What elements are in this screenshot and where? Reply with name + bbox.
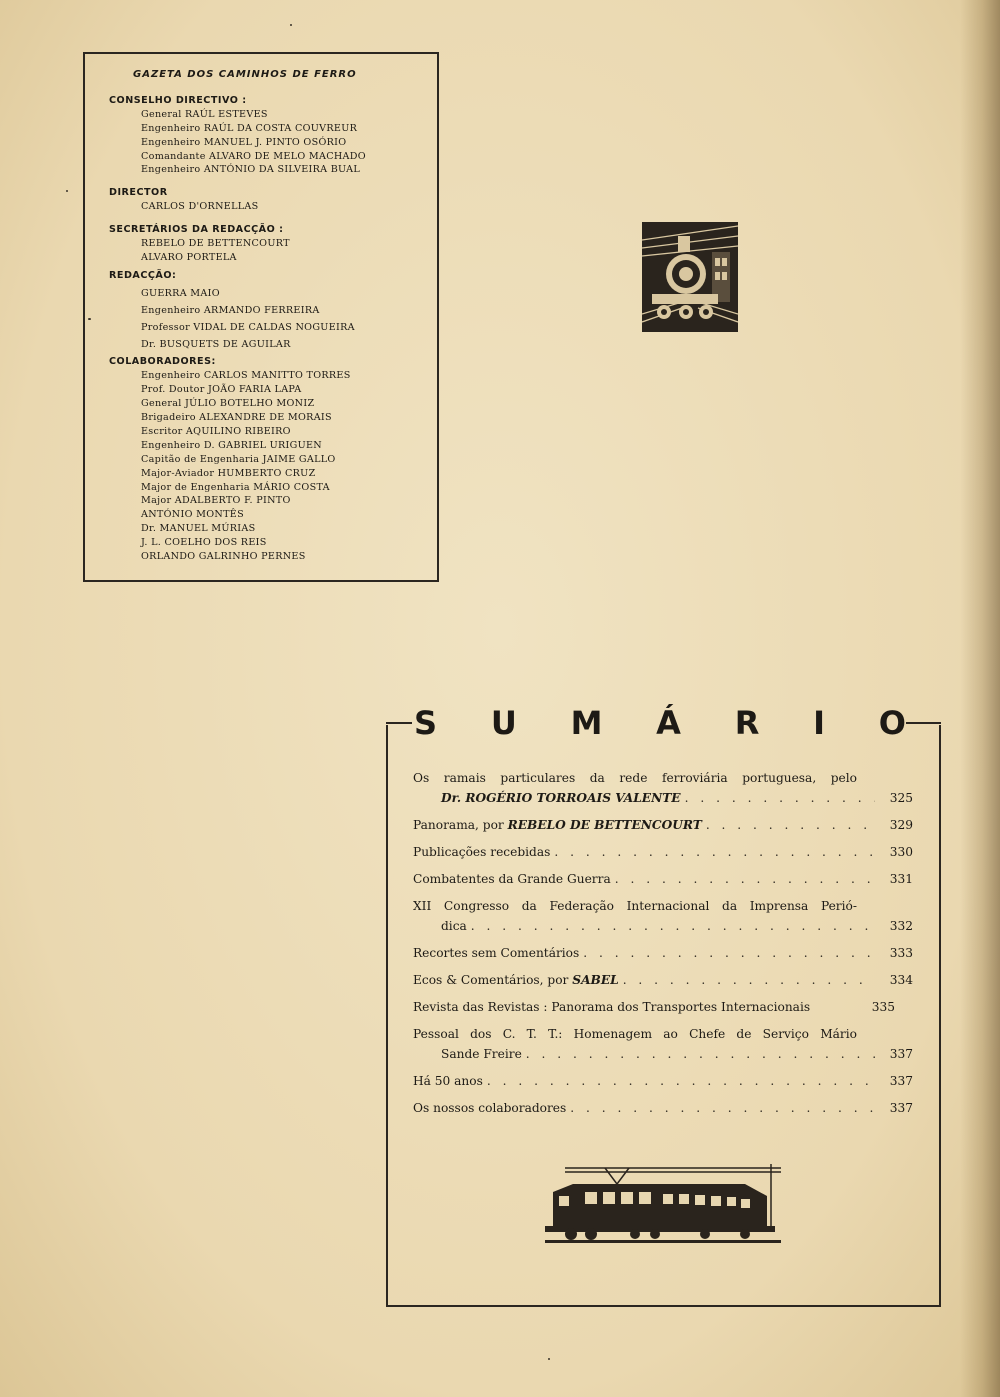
conselho-names bbox=[109, 108, 427, 178]
toc-page-number: 337 bbox=[889, 1047, 913, 1061]
toc-entry-title-cont: dica bbox=[441, 919, 467, 933]
sumario-letter: O bbox=[878, 704, 906, 742]
staff-name: Brigadeiro ALEXANDRE DE MORAIS bbox=[141, 412, 332, 424]
toc-entry bbox=[413, 842, 913, 862]
toc-entry-author: Dr. ROGÉRIO TORROAIS VALENTE bbox=[441, 791, 681, 805]
toc-entry-title: Revista das Revistas : Panorama dos Transportes Internacionais bbox=[413, 1000, 811, 1014]
section-heading-secretarios: SECRETÁRIOS DA REDACÇÃO : bbox=[109, 224, 284, 236]
sumario-letter: R bbox=[734, 704, 760, 742]
locomotive-woodcut-icon bbox=[642, 222, 738, 332]
sumario-letter: M bbox=[570, 704, 603, 742]
staff-name: General RAÚL ESTEVES bbox=[141, 108, 268, 120]
leader-dots bbox=[483, 1071, 875, 1091]
sumario-title-rule-right bbox=[906, 722, 941, 724]
paper-speck bbox=[88, 318, 91, 320]
toc-entry-title: Combatentes da Grande Guerra bbox=[413, 872, 611, 886]
section-heading-colaboradores: COLABORADORES: bbox=[109, 356, 216, 368]
toc-entry bbox=[413, 869, 913, 889]
masthead-title: GAZETA DOS CAMINHOS DE FERRO bbox=[133, 69, 357, 80]
staff-name: Engenheiro D. GABRIEL URIGUEN bbox=[141, 439, 322, 451]
toc-page-number: 329 bbox=[889, 818, 913, 832]
toc-entry-title: Os ramais particulares da rede ferroviária portuguesa, pelo bbox=[413, 771, 857, 785]
paper-speck bbox=[66, 190, 68, 192]
staff-name: CARLOS D'ORNELLAS bbox=[141, 201, 259, 213]
toc-entry-title: Ecos & Comentários, por bbox=[413, 973, 569, 987]
toc-entry-title: XII Congresso da Federação Internacional da Imprensa Perió- bbox=[413, 899, 857, 913]
staff-name: Engenheiro ANTÓNIO DA SILVEIRA BUAL bbox=[141, 164, 361, 176]
toc-entry bbox=[413, 1071, 913, 1091]
table-of-contents bbox=[413, 768, 913, 1125]
staff-name: REBELO DE BETTENCOURT bbox=[141, 238, 290, 250]
staff-name: Dr. MANUEL MÚRIAS bbox=[141, 523, 256, 535]
toc-entry bbox=[413, 1024, 913, 1064]
leader-dots bbox=[550, 842, 875, 862]
staff-name: Escritor AQUILINO RIBEIRO bbox=[141, 425, 291, 437]
sumario-letter: S bbox=[414, 704, 438, 742]
toc-entry bbox=[413, 815, 913, 835]
toc-entry bbox=[413, 997, 913, 1017]
staff-name: Dr. BUSQUETS DE AGUILAR bbox=[141, 338, 291, 350]
toc-entry-title: Os nossos colaboradores bbox=[413, 1101, 567, 1115]
staff-name: Major-Aviador HUMBERTO CRUZ bbox=[141, 467, 316, 479]
staff-name: Capitão de Engenharia JAIME GALLO bbox=[141, 453, 336, 465]
toc-entry-title: Recortes sem Comentários bbox=[413, 946, 580, 960]
toc-entry bbox=[413, 970, 913, 990]
toc-page-number: 325 bbox=[889, 791, 913, 805]
toc-page-number: 334 bbox=[889, 973, 913, 987]
staff-name: Comandante ALVARO DE MELO MACHADO bbox=[141, 150, 366, 162]
section-heading-redaccao: REDACÇÃO: bbox=[109, 269, 177, 281]
staff-name: Engenheiro CARLOS MANITTO TORRES bbox=[141, 370, 351, 382]
leader-dots bbox=[681, 788, 875, 808]
staff-name: Engenheiro MANUEL J. PINTO OSÓRIO bbox=[141, 136, 347, 148]
director-names bbox=[109, 200, 427, 214]
leader-dots bbox=[619, 970, 875, 990]
section-heading-director: DIRECTOR bbox=[109, 187, 168, 199]
leader-dots bbox=[566, 1098, 875, 1118]
staff-name: Engenheiro RAÚL DA COSTA COUVREUR bbox=[141, 122, 358, 134]
sumario-letter: Á bbox=[656, 704, 681, 742]
toc-entry-author: SABEL bbox=[572, 973, 619, 987]
sumario-letter: U bbox=[490, 704, 517, 742]
paper-speck bbox=[548, 1358, 550, 1360]
toc-page-number: 330 bbox=[889, 845, 913, 859]
secretarios-names bbox=[109, 237, 427, 265]
toc-entry bbox=[413, 1098, 913, 1118]
sumario-title-rule-left bbox=[386, 722, 412, 724]
toc-entry-title-cont: Sande Freire bbox=[441, 1047, 522, 1061]
toc-entry bbox=[413, 943, 913, 963]
electric-train-icon bbox=[545, 1162, 785, 1246]
toc-page-number: 332 bbox=[889, 919, 913, 933]
toc-entry-title: Pessoal dos C. T. T.: Homenagem ao Chefe de Serviço Mário bbox=[413, 1027, 857, 1041]
staff-name: GUERRA MAIO bbox=[141, 287, 220, 299]
masthead-box bbox=[83, 52, 439, 582]
staff-name: Professor VIDAL DE CALDAS NOGUEIRA bbox=[141, 321, 355, 333]
section-heading-conselho: CONSELHO DIRECTIVO : bbox=[109, 94, 247, 106]
staff-name: Major de Engenharia MÁRIO COSTA bbox=[141, 481, 330, 493]
staff-name: ORLANDO GALRINHO PERNES bbox=[141, 551, 306, 563]
toc-entry-title: Panorama, por bbox=[413, 818, 504, 832]
toc-page-number: 335 bbox=[871, 1000, 895, 1014]
toc-page-number: 337 bbox=[889, 1101, 913, 1115]
toc-entry-author: REBELO DE BETTENCOURT bbox=[507, 818, 702, 832]
staff-name: Prof. Doutor JOÃO FARIA LAPA bbox=[141, 384, 302, 396]
toc-entry-title: Há 50 anos bbox=[413, 1074, 483, 1088]
staff-name: J. L. COELHO DOS REIS bbox=[141, 537, 267, 549]
paper-speck bbox=[290, 24, 292, 26]
toc-entry bbox=[413, 896, 913, 936]
leader-dots bbox=[522, 1044, 875, 1064]
binding-shadow bbox=[960, 0, 1000, 1397]
redaccao-names bbox=[109, 287, 427, 352]
toc-entry-title: Publicações recebidas bbox=[413, 845, 551, 859]
colaboradores-names bbox=[109, 369, 427, 564]
toc-entry bbox=[413, 768, 913, 808]
staff-name: Major ADALBERTO F. PINTO bbox=[141, 495, 291, 507]
toc-page-number: 337 bbox=[889, 1074, 913, 1088]
leader-dots bbox=[467, 916, 875, 936]
sumario-letter: I bbox=[813, 704, 826, 742]
leader-dots bbox=[579, 943, 875, 963]
leader-dots bbox=[611, 869, 875, 889]
toc-page-number: 333 bbox=[889, 946, 913, 960]
staff-name: Engenheiro ARMANDO FERREIRA bbox=[141, 304, 320, 316]
staff-name: General JÚLIO BOTELHO MONIZ bbox=[141, 398, 315, 410]
toc-page-number: 331 bbox=[889, 872, 913, 886]
leader-dots bbox=[702, 815, 875, 835]
staff-name: ANTÓNIO MONTÊS bbox=[141, 509, 244, 521]
staff-name: ALVARO PORTELA bbox=[141, 251, 237, 263]
